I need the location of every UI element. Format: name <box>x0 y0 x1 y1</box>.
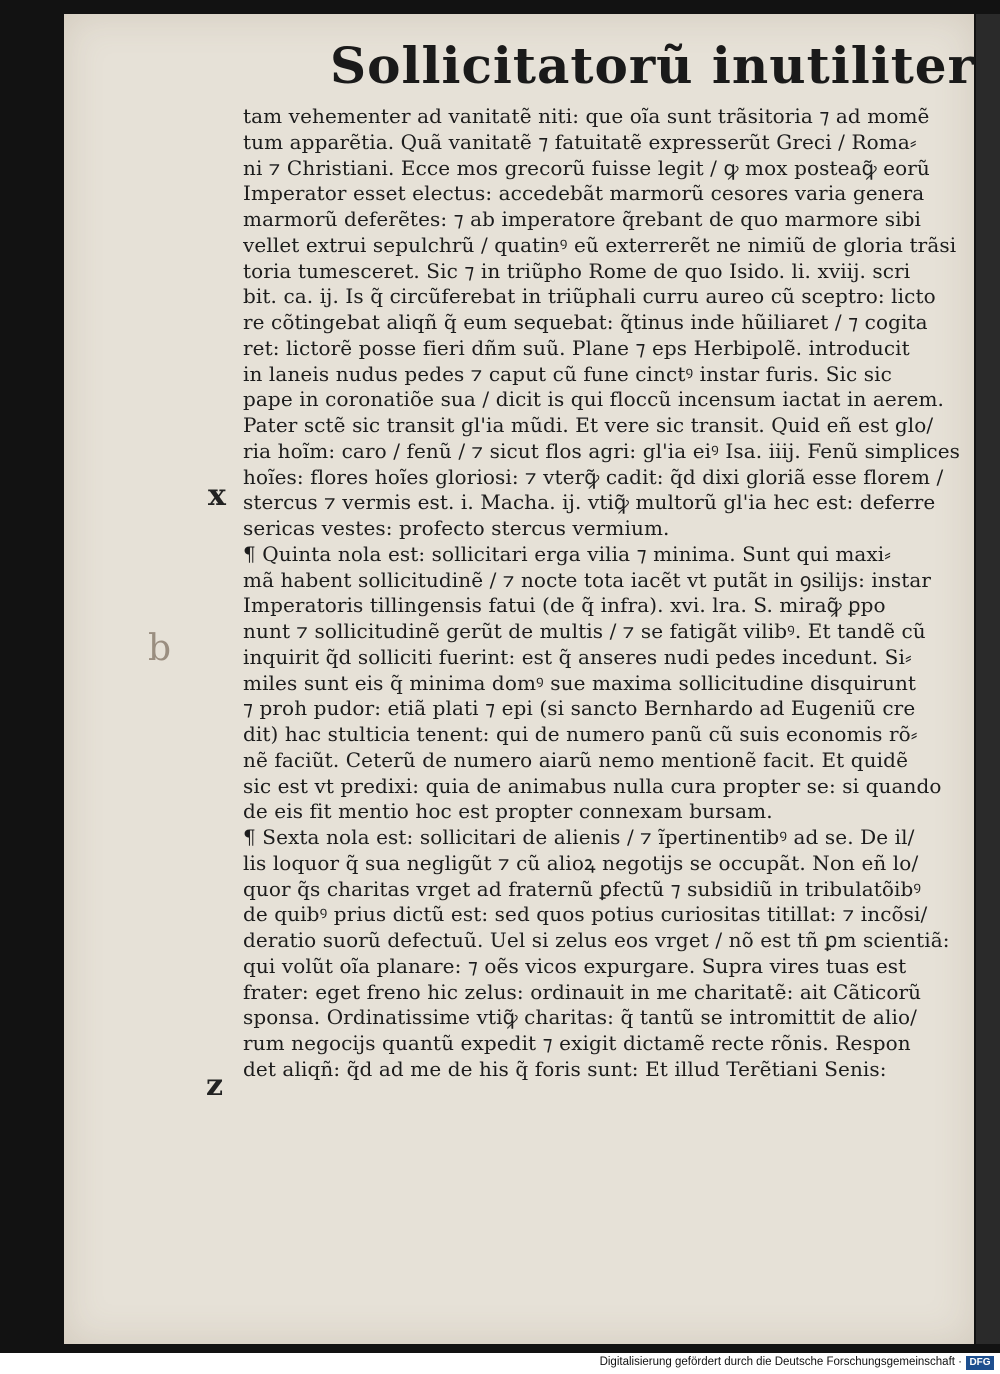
text-line: inquirit q̃d solliciti fuerint: est q̃ anseres nudi pedes incedunt. Si⸗ <box>243 644 912 669</box>
text-line: Imperatoris tillingensis fatui (de q̃ infra). xvi. lra. S. miraꝙ͂ ꝑpo <box>243 593 886 618</box>
text-line: ni ⁊ Christiani. Ecce mos grecorũ fuisse legit / ꝙ mox posteaꝙ͂ eorũ <box>243 155 930 180</box>
text-line: quor q̃s charitas vrget ad fraternũ ꝑfectũ ⁊ subsidiũ in tribulatõibꝰ <box>243 876 922 901</box>
text-line: frater: eget freno hic zelus: ordinauit in me charitatẽ: ait Cãticorũ <box>243 979 922 1004</box>
text-line: sponsa. Ordinatissime vtiꝙ͂ charitas: q̃ tantũ se intromittit de alio/ <box>243 1005 917 1030</box>
text-line: rum negocijs quantũ expedit ⁊ exigit dictamẽ recte rõnis. Respon <box>243 1031 911 1055</box>
text-line: sic est vt predixi: quia de animabus nulla cura propter se: si quando <box>243 773 942 798</box>
text-line: ¶ Quinta nola est: sollicitari erga vilia ⁊ minima. Sunt qui maxi⸗ <box>243 541 892 566</box>
text-line: hoĩes: flores hoĩes gloriosi: ⁊ vterꝙ͂ cadit: q̃d dixi gloriã esse florem / <box>243 464 944 489</box>
text-line: bit. ca. ij. Is q̃ circũferebat in triũphali curru aureo cũ sceptro: licto <box>243 284 936 309</box>
text-line: deratio suorũ defectuũ. Uel si zelus eos vrget / nõ est tñ ꝑm scientiã: <box>243 928 950 952</box>
text-line: de quibꝰ prius dictũ est: sed quos potius curiositas titillat: ⁊ incõsi/ <box>243 902 928 927</box>
text-line: tum apparẽtia. Quã vanitatẽ ⁊ fatuitatẽ expresserũt Greci / Roma⸗ <box>243 129 917 154</box>
text-line: nẽ faciũt. Ceterũ de numero aiarũ nemo mentionẽ facit. Et quidẽ <box>243 747 909 772</box>
text-line: toria tumesceret. Sic ⁊ in triũpho Rome de quo Isido. li. xviij. scri <box>243 258 911 283</box>
margin-mark-x: x <box>208 478 226 513</box>
text-line: vellet extrui sepulchrũ / quatinꝰ eũ exterrerẽt ne nimiũ de gloria trãsi <box>243 232 957 257</box>
text-line: Imperator esset electus: accedebãt marmorũ cesores varia genera <box>243 181 925 206</box>
text-line: stercus ⁊ vermis est. i. Macha. ij. vtiꝙ͂ multorũ gl'ia hec est: deferre <box>243 490 936 515</box>
text-line: de eis fit mentio hoc est propter connexam bursam. <box>243 799 773 824</box>
footer-bar <box>0 1353 1000 1374</box>
text-line: sericas vestes: profecto stercus vermium. <box>243 516 670 540</box>
text-line: mã habent sollicitudinẽ / ⁊ nocte tota iacẽt vt putãt in ꝯsilijs: instar <box>243 567 932 592</box>
text-line: miles sunt eis q̃ minima domꝰ sue maxima sollicitudine disquirunt <box>243 670 917 695</box>
text-line: nunt ⁊ sollicitudinẽ gerũt de multis / ⁊ se fatigãt vilibꝰ. Et tandẽ cũ <box>243 619 926 643</box>
text-line: ria hoĩm: caro / fenũ / ⁊ sicut flos agri: gl'ia eiꝰ Isa. iiij. Fenũ simplices <box>243 438 960 463</box>
margin-mark-b: b <box>148 628 172 669</box>
text-line: in laneis nudus pedes ⁊ caput cũ fune cinctꝰ instar furis. Sic sic <box>243 361 892 386</box>
text-line: dit) hac stulticia tenent: qui de numero panũ cũ suis economis rõ⸗ <box>243 722 918 746</box>
text-line: ret: lictorẽ posse fieri dñm suũ. Plane ⁊ eps Herbipolẽ. introducit <box>243 335 910 360</box>
dfg-logo: DFG <box>966 1356 994 1370</box>
text-line: pape in coronatiõe sua / dicit is qui floccũ incensum iactat in aerem. <box>243 387 944 412</box>
footer-credit: Digitalisierung gefördert durch die Deutsche Forschungsgemeinschaft · <box>599 1356 962 1368</box>
text-line: marmorũ deferẽtes: ⁊ ab imperatore q̃rebant de quo marmore sibi <box>243 207 922 231</box>
text-line: lis loquor q̃ sua negligũt ⁊ cũ alioꝝ negotijs se occupãt. Non eñ lo/ <box>243 850 919 875</box>
page-header: Sollicitatorũ inutiliter <box>330 36 975 95</box>
text-line: re cõtingebat aliqñ q̃ eum sequebat: q̃tinus inde hũiliaret / ⁊ cogita <box>243 310 928 334</box>
text-line: ⁊ proh pudor: etiã plati ⁊ epi (si sancto Bernhardo ad Eugeniũ cre <box>243 696 916 721</box>
text-line: tam vehementer ad vanitatẽ niti: que oĩa sunt trãsitoria ⁊ ad momẽ <box>243 104 930 128</box>
margin-mark-z: z <box>206 1068 224 1103</box>
text-block <box>243 104 975 1083</box>
text-line: det aliqñ: q̃d ad me de his q̃ foris sunt: Et illud Terẽtiani Senis: <box>243 1056 887 1081</box>
text-line: Pater sctẽ sic transit gl'ia mũdi. Et vere sic transit. Quid eñ est glo/ <box>243 413 934 437</box>
book-edge <box>976 14 1000 1344</box>
text-line: ¶ Sexta nola est: sollicitari de alienis / ⁊ ĩpertinentibꝰ ad se. De il/ <box>243 825 915 849</box>
text-line: qui volũt oĩa planare: ⁊ oẽs vicos expurgare. Supra vires tuas est <box>243 953 907 978</box>
